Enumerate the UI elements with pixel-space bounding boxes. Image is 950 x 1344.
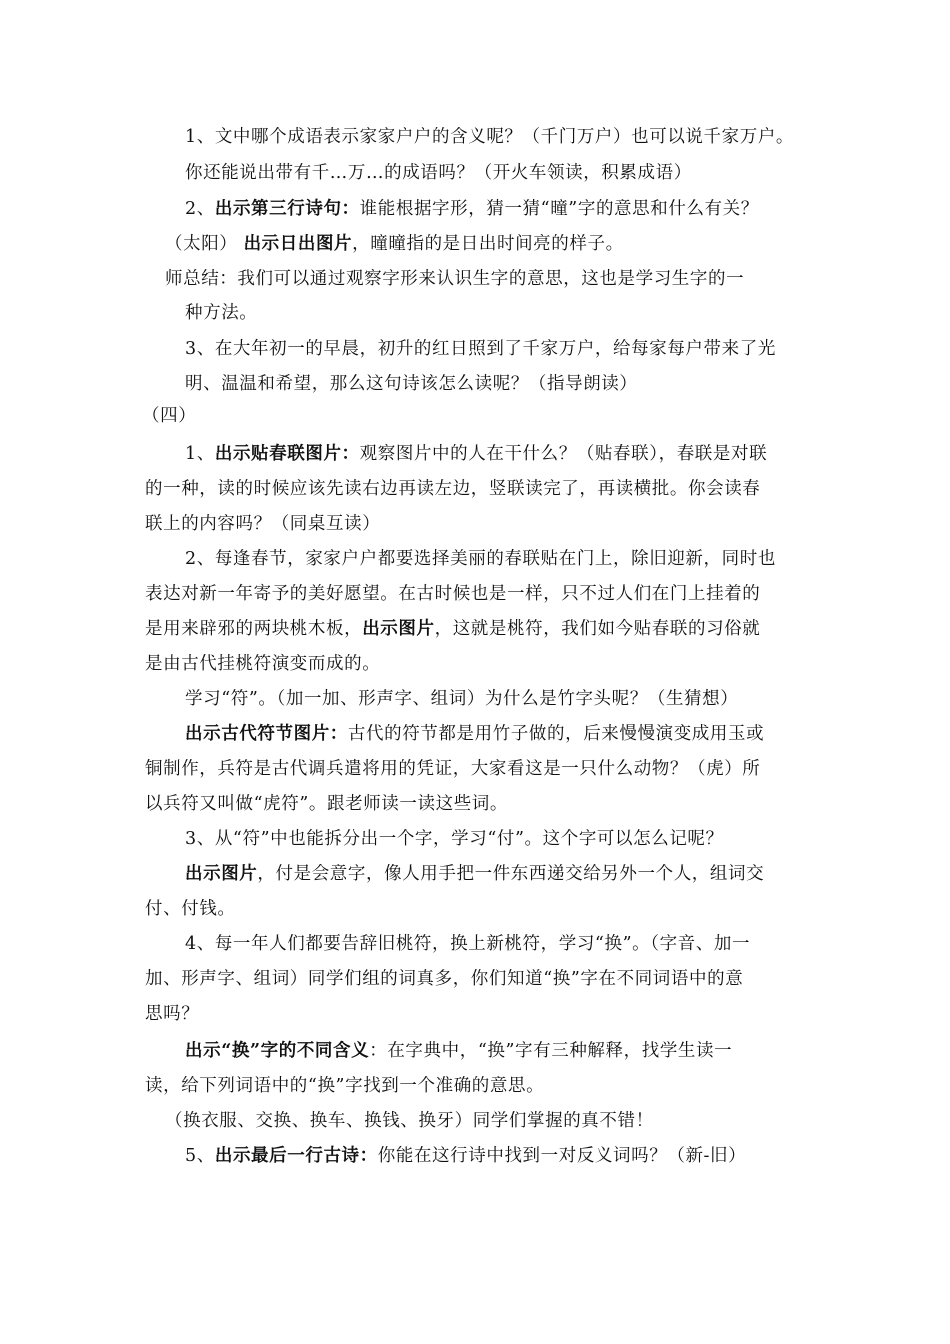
text-line: 加、形声字、组词）同学们组的词真多，你们知道“换”字在不同词语中的意 — [145, 969, 744, 989]
text-line: 3、在大年初一的早晨，初升的红日照到了千家万户，给每家每户带来了光 — [185, 339, 776, 359]
text-line: 师总结：我们可以通过观察字形来认识生字的意思，这也是学习生字的一 — [165, 269, 745, 289]
text-line: 铜制作，兵符是古代调兵遣将用的凭证，大家看这是一只什么动物？（虎）所 — [145, 759, 761, 779]
text-line: （太阳） 出示日出图片，曈曈指的是日出时间亮的样子。 — [165, 234, 624, 254]
text-line: 学习“符”。（加一加、形声字、组词）为什么是竹字头呢？（生猜想） — [185, 689, 739, 709]
text-line: 出示图片，付是会意字，像人用手把一件东西递交给另外一个人，组词交 — [185, 864, 765, 884]
text-line: 3、从“符”中也能拆分出一个字，学习“付”。这个字可以怎么记呢？ — [185, 829, 724, 849]
text-line: 的一种，读的时候应该先读右边再读左边，竖联读完了，再读横批。你会读春 — [145, 479, 761, 499]
text-line: （换衣服、交换、换车、换钱、换牙）同学们掌握的真不错！ — [165, 1111, 654, 1131]
text-line: 1、文中哪个成语表示家家户户的含义呢？（千门万户）也可以说千家万户。 — [185, 127, 795, 147]
text-line: 思吗？ — [145, 1004, 200, 1024]
text-line: 以兵符又叫做“虎符”。跟老师读一读这些词。 — [145, 794, 508, 814]
text-line: 是用来辟邪的两块桃木板，出示图片，这就是桃符，我们如今贴春联的习俗就 — [145, 619, 761, 639]
text-line: 出示古代符节图片：古代的符节都是用竹子做的，后来慢慢演变成用玉或 — [185, 724, 765, 744]
text-line: 种方法。 — [185, 303, 258, 323]
text-line: 1、出示贴春联图片：观察图片中的人在干什么？（贴春联），春联是对联 — [185, 444, 768, 464]
text-line: 你还能说出带有千…万…的成语吗？（开火车领读，积累成语） — [185, 163, 692, 183]
text-line: 5、出示最后一行古诗：你能在这行诗中找到一对反义词吗？（新-旧） — [185, 1146, 747, 1166]
section-heading: （四） — [142, 406, 197, 426]
text-line: 联上的内容吗？（同桌互读） — [145, 514, 381, 534]
text-line: 出示“换”字的不同含义：在字典中，“换”字有三种解释，找学生读一 — [185, 1041, 733, 1061]
text-line: 是由古代挂桃符演变而成的。 — [145, 654, 381, 674]
text-line: 2、每逢春节，家家户户都要选择美丽的春联贴在门上，除旧迎新，同时也 — [185, 549, 776, 569]
text-line: 读，给下列词语中的“换”字找到一个准确的意思。 — [145, 1076, 545, 1096]
text-line: 4、每一年人们都要告辞旧桃符，换上新桃符，学习“换”。（字音、加一 — [185, 934, 751, 954]
text-line: 表达对新一年寄予的美好愿望。在古时候也是一样，只不过人们在门上挂着的 — [145, 584, 761, 604]
text-line: 付、付钱。 — [145, 899, 236, 919]
text-line: 明、温温和希望，那么这句诗该怎么读呢？（指导朗读） — [185, 374, 638, 394]
text-line: 2、出示第三行诗句：谁能根据字形，猜一猜“曈”字的意思和什么有关？ — [185, 199, 759, 219]
